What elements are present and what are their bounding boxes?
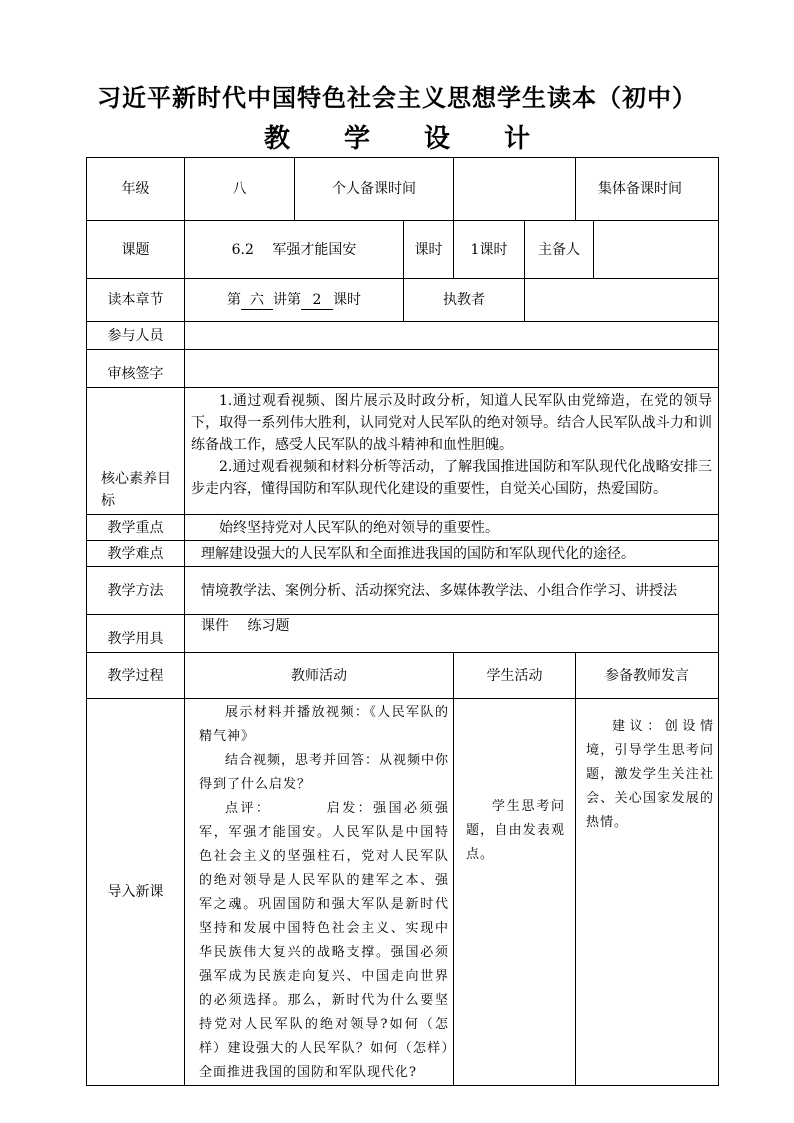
chapter-prefix: 第 <box>227 292 241 308</box>
personal-prep-label: 个人备课时间 <box>295 158 454 221</box>
topic-value: 6.2 军强才能国安 <box>185 221 404 279</box>
lesson-plan-table <box>86 157 719 1086</box>
tools-label: 教学用具 <box>87 615 185 653</box>
lesson-number: 2 <box>301 291 333 310</box>
chapter-value <box>185 279 404 322</box>
grade-value: 八 <box>185 158 295 221</box>
process-label: 教学过程 <box>87 653 185 699</box>
chapter-suffix: 课时 <box>333 292 361 308</box>
teacher-value <box>525 279 719 322</box>
document-title: 习近平新时代中国特色社会主义思想学生读本（初中） <box>97 83 697 112</box>
method-value: 情境教学法、案例分析、活动探究法、多媒体教学法、小组合作学习、讲授法 <box>185 567 719 615</box>
intro-peer-comment <box>576 699 719 1086</box>
method-label: 教学方法 <box>87 567 185 615</box>
teacher-activity-paragraph: 结合视频，思考并回答：从视频中你得到了什么启发？ <box>199 753 450 792</box>
chapter-label: 读本章节 <box>87 279 185 322</box>
grade-label: 年级 <box>87 158 185 221</box>
review-sign-label: 审核签字 <box>87 350 185 388</box>
personal-prep-value <box>454 158 576 221</box>
difficulty-value: 理解建设强大的人民军队和全面推进我国的国防和军队现代化的途径。 <box>185 541 719 567</box>
difficulty-label: 教学难点 <box>87 541 185 567</box>
lead-teacher-label: 主备人 <box>525 221 594 279</box>
subtitle-char: 学 <box>343 124 370 154</box>
hours-label: 课时 <box>404 221 454 279</box>
topic-label: 课题 <box>87 221 185 279</box>
chapter-mid: 讲第 <box>273 292 301 308</box>
teacher-activity-header: 教师活动 <box>185 653 454 699</box>
subtitle-char: 教 <box>263 124 290 154</box>
objective-item: 1.通过观看视频、图片展示及时政分析，知道人民军队由党缔造，在党的领导下，取得一系列伟大胜利，认同党对人民军队的绝对领导。结合人民军队战斗力和训练备战工作，感受人民军队的战斗精神和血性胆魄。 <box>191 393 712 453</box>
chapter-number: 六 <box>241 291 273 310</box>
teacher-label: 执教者 <box>404 279 525 322</box>
student-activity-header: 学生活动 <box>454 653 576 699</box>
subtitle-char: 设 <box>424 124 451 154</box>
group-prep-label: 集体备课时间 <box>576 158 719 221</box>
key-point-value: 始终坚持党对人民军队的绝对领导的重要性。 <box>185 515 719 541</box>
review-sign-value <box>185 350 719 388</box>
tools-value: 课件 练习题 <box>185 615 719 653</box>
intro-student-activity <box>454 699 576 1086</box>
intro-label: 导入新课 <box>87 699 185 1086</box>
peer-comment-header: 参备教师发言 <box>576 653 719 699</box>
objective-item: 2.通过观看视频和材料分析等活动，了解我国推进国防和军队现代化战略安排三步走内容，懂得国防和军队现代化建设的重要性，自觉关心国防，热爱国防。 <box>191 459 712 497</box>
participants-label: 参与人员 <box>87 322 185 350</box>
objectives-label: 核心素养目标 <box>87 388 185 515</box>
intro-teacher-activity <box>185 699 454 1086</box>
teacher-activity-paragraph: 展示材料并播放视频：《人民军队的精气神》 <box>199 705 449 744</box>
teacher-activity-paragraph: 点评： 启发：强国必须强军，军强才能国安。人民军队是中国特色社会主义的坚强柱石，党对人民军队的绝对领导是人民军队的建军之本、强军之魂。巩固国防和强大军队是新时代坚持和发展中国特色社会主义、实现中华民族伟大复兴的战略支撑。强国必须强军成为民族走向复兴、中国走向世界的必须选择。那么，新时代为什么要坚持党对人民军队的绝对领导?如何（怎样）建设强大的人民军队？如何（怎样）全面推进我国的国防和军队现代化? <box>199 801 449 1080</box>
student-activity-text: 学生思考问题，自由发表观点。 <box>466 799 565 862</box>
lead-teacher-value <box>594 221 719 279</box>
participants-value <box>185 322 719 350</box>
document-subtitle <box>0 118 794 155</box>
peer-comment-text: 建议：创设情境，引导学生思考问题，激发学生关注社会、关心国家发展的热情。 <box>586 719 714 830</box>
objectives-content <box>185 388 719 515</box>
subtitle-char: 计 <box>504 124 531 154</box>
hours-value: 1课时 <box>454 221 525 279</box>
key-point-label: 教学重点 <box>87 515 185 541</box>
